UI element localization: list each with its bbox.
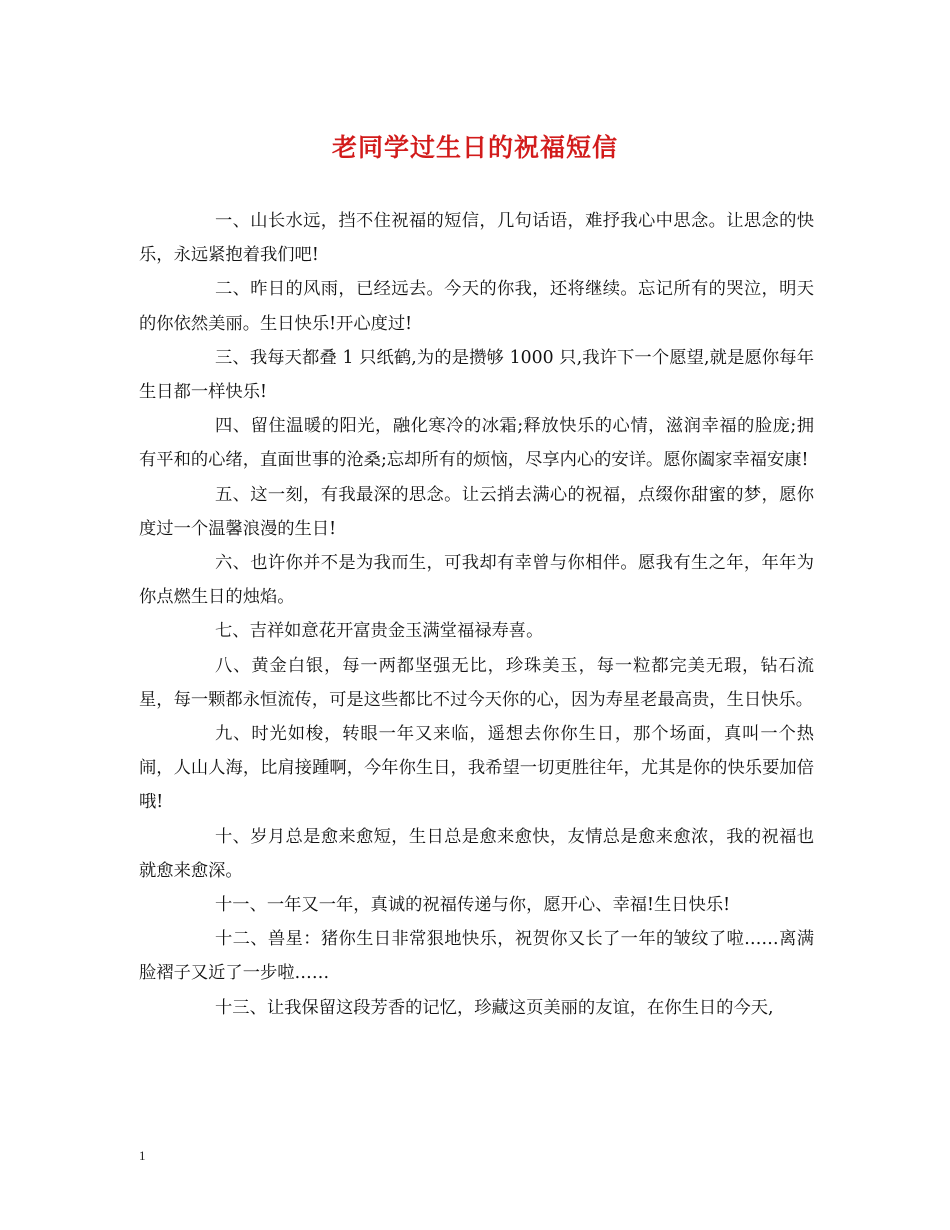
paragraph-1: 一、山长水远，挡不住祝福的短信，几句话语，难抒我心中思念。让思念的快乐，永远紧抱着我们吧! [139, 211, 814, 266]
page-number: 1 [139, 1148, 146, 1163]
document-title: 老同学过生日的祝福短信 [331, 133, 618, 162]
paragraph-5: 五、这一刻，有我最深的思念。让云捎去满心的祝福，点缀你甜蜜的梦，愿你度过一个温馨浪漫的生日! [139, 484, 814, 539]
paragraph-2: 二、昨日的风雨，已经远去。今天的你我，还将继续。忘记所有的哭泣，明天的你依然美丽。生日快乐!开心度过! [139, 279, 814, 334]
paragraph-8: 八、黄金白银，每一两都坚强无比，珍珠美玉，每一粒都完美无瑕，钻石流星，每一颗都永恒流传，可是这些都比不过今天你的心，因为寿星老最高贵，生日快乐。 [139, 655, 814, 710]
paragraph-12: 十二、兽星：猪你生日非常狠地快乐，祝贺你又长了一年的皱纹了啦……离满脸褶子又近了一步啦…… [139, 929, 814, 984]
paragraph-6: 六、也许你并不是为我而生，可我却有幸曾与你相伴。愿我有生之年，年年为你点燃生日的烛焰。 [139, 553, 814, 608]
paragraph-7: 七、吉祥如意花开富贵金玉满堂福禄寿喜。 [215, 621, 544, 642]
paragraph-4: 四、留住温暖的阳光，融化寒冷的冰霜;释放快乐的心情，滋润幸福的脸庞;拥有平和的心绪，直面世事的沧桑;忘却所有的烦恼，尽享内心的安详。愿你阖家幸福安康! [139, 416, 814, 471]
paragraph-13: 十三、让我保留这段芳香的记忆，珍藏这页美丽的友谊，在你生日的今天, [215, 997, 774, 1018]
document-body [139, 204, 814, 1025]
paragraph-3: 三、我每天都叠 1 只纸鹤,为的是攒够 1000 只,我许下一个愿望,就是愿你每年生日都一样快乐! [139, 347, 814, 403]
paragraph-10: 十、岁月总是愈来愈短，生日总是愈来愈快，友情总是愈来愈浓，我的祝福也就愈来愈深。 [139, 826, 814, 881]
paragraph-9: 九、时光如梭，转眼一年又来临，遥想去你你生日，那个场面，真叫一个热闹，人山人海，比肩接踵啊，今年你生日，我希望一切更胜往年，尤其是你的快乐要加倍哦! [139, 724, 814, 813]
paragraph-11: 十一、一年又一年，真诚的祝福传递与你，愿开心、幸福!生日快乐! [215, 895, 731, 916]
